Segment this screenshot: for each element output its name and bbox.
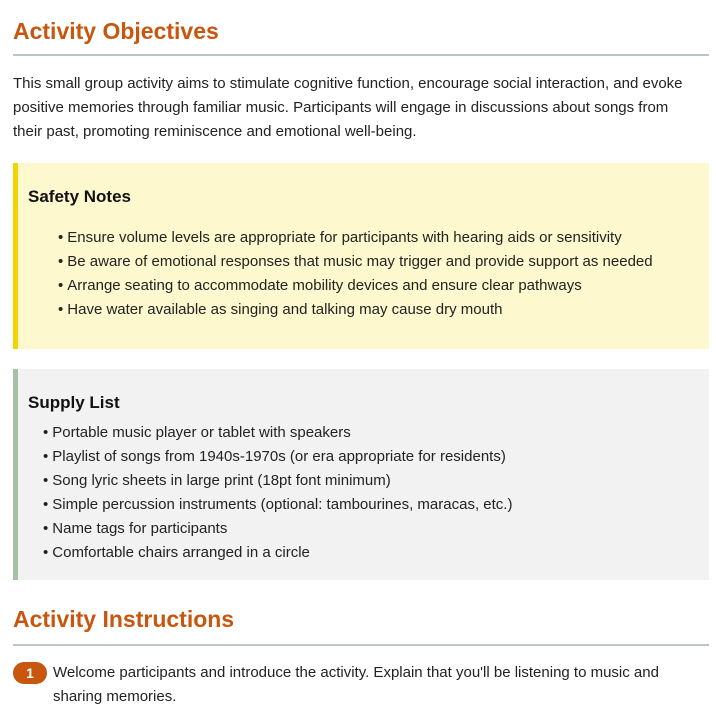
instructions-heading: Activity Instructions: [13, 606, 235, 632]
safety-note-text: Have water available as singing and talking may cause dry mouth: [67, 301, 503, 318]
bullet-icon: •: [43, 544, 49, 561]
safety-note-text: Ensure volume levels are appropriate for participants with hearing aids or sensitivity: [67, 229, 622, 246]
supply-item-text: Song lyric sheets in large print (18pt font minimum): [52, 472, 391, 489]
safety-notes-box: [13, 163, 709, 349]
safety-note-text: Be aware of emotional responses that music may trigger and provide support as needed: [67, 253, 653, 270]
list-item: [43, 421, 699, 445]
list-item: [58, 226, 699, 250]
instructions-divider: [13, 644, 709, 646]
supply-list: [28, 421, 699, 565]
bullet-icon: •: [58, 253, 64, 270]
safety-note-text: Arrange seating to accommodate mobility devices and ensure clear pathways: [67, 277, 582, 294]
objectives-heading: Activity Objectives: [13, 18, 219, 44]
supply-list-title: Supply List: [28, 393, 120, 412]
supply-list-box: [13, 369, 709, 580]
supply-item-text: Simple percussion instruments (optional: tambourines, maracas, etc.): [52, 496, 513, 513]
list-item: [43, 493, 699, 517]
supply-item-text: Playlist of songs from 1940s-1970s (or era appropriate for residents): [52, 448, 506, 465]
step-text: Welcome participants and introduce the activity. Explain that you'll be listening to music and sharing memories.: [53, 664, 659, 705]
objectives-body: This small group activity aims to stimulate cognitive function, encourage social interaction, and evoke positive memories through familiar music. Participants will engage in discussions about songs from their past, promoting reminiscence and emotional well-being.: [13, 75, 683, 140]
list-item: [43, 517, 699, 541]
supply-item-text: Portable music player or tablet with speakers: [52, 424, 351, 441]
list-item: [58, 274, 699, 298]
safety-notes-list: [28, 226, 699, 322]
bullet-icon: •: [58, 277, 64, 294]
bullet-icon: •: [58, 301, 64, 318]
step-number-badge: 1: [13, 662, 47, 684]
bullet-icon: •: [43, 424, 49, 441]
list-item: [58, 298, 699, 322]
instructions-section: [13, 604, 709, 709]
list-item: [43, 445, 699, 469]
objectives-divider: [13, 54, 709, 56]
bullet-icon: •: [43, 448, 49, 465]
instruction-step: [13, 661, 709, 709]
supply-item-text: Name tags for participants: [52, 520, 228, 537]
list-item: [43, 541, 699, 565]
bullet-icon: •: [43, 472, 49, 489]
list-item: [58, 250, 699, 274]
supply-item-text: Comfortable chairs arranged in a circle: [52, 544, 310, 561]
safety-notes-title: Safety Notes: [28, 187, 131, 206]
bullet-icon: •: [43, 520, 49, 537]
list-item: [43, 469, 699, 493]
objectives-section: [13, 0, 709, 144]
bullet-icon: •: [58, 229, 64, 246]
bullet-icon: •: [43, 496, 49, 513]
